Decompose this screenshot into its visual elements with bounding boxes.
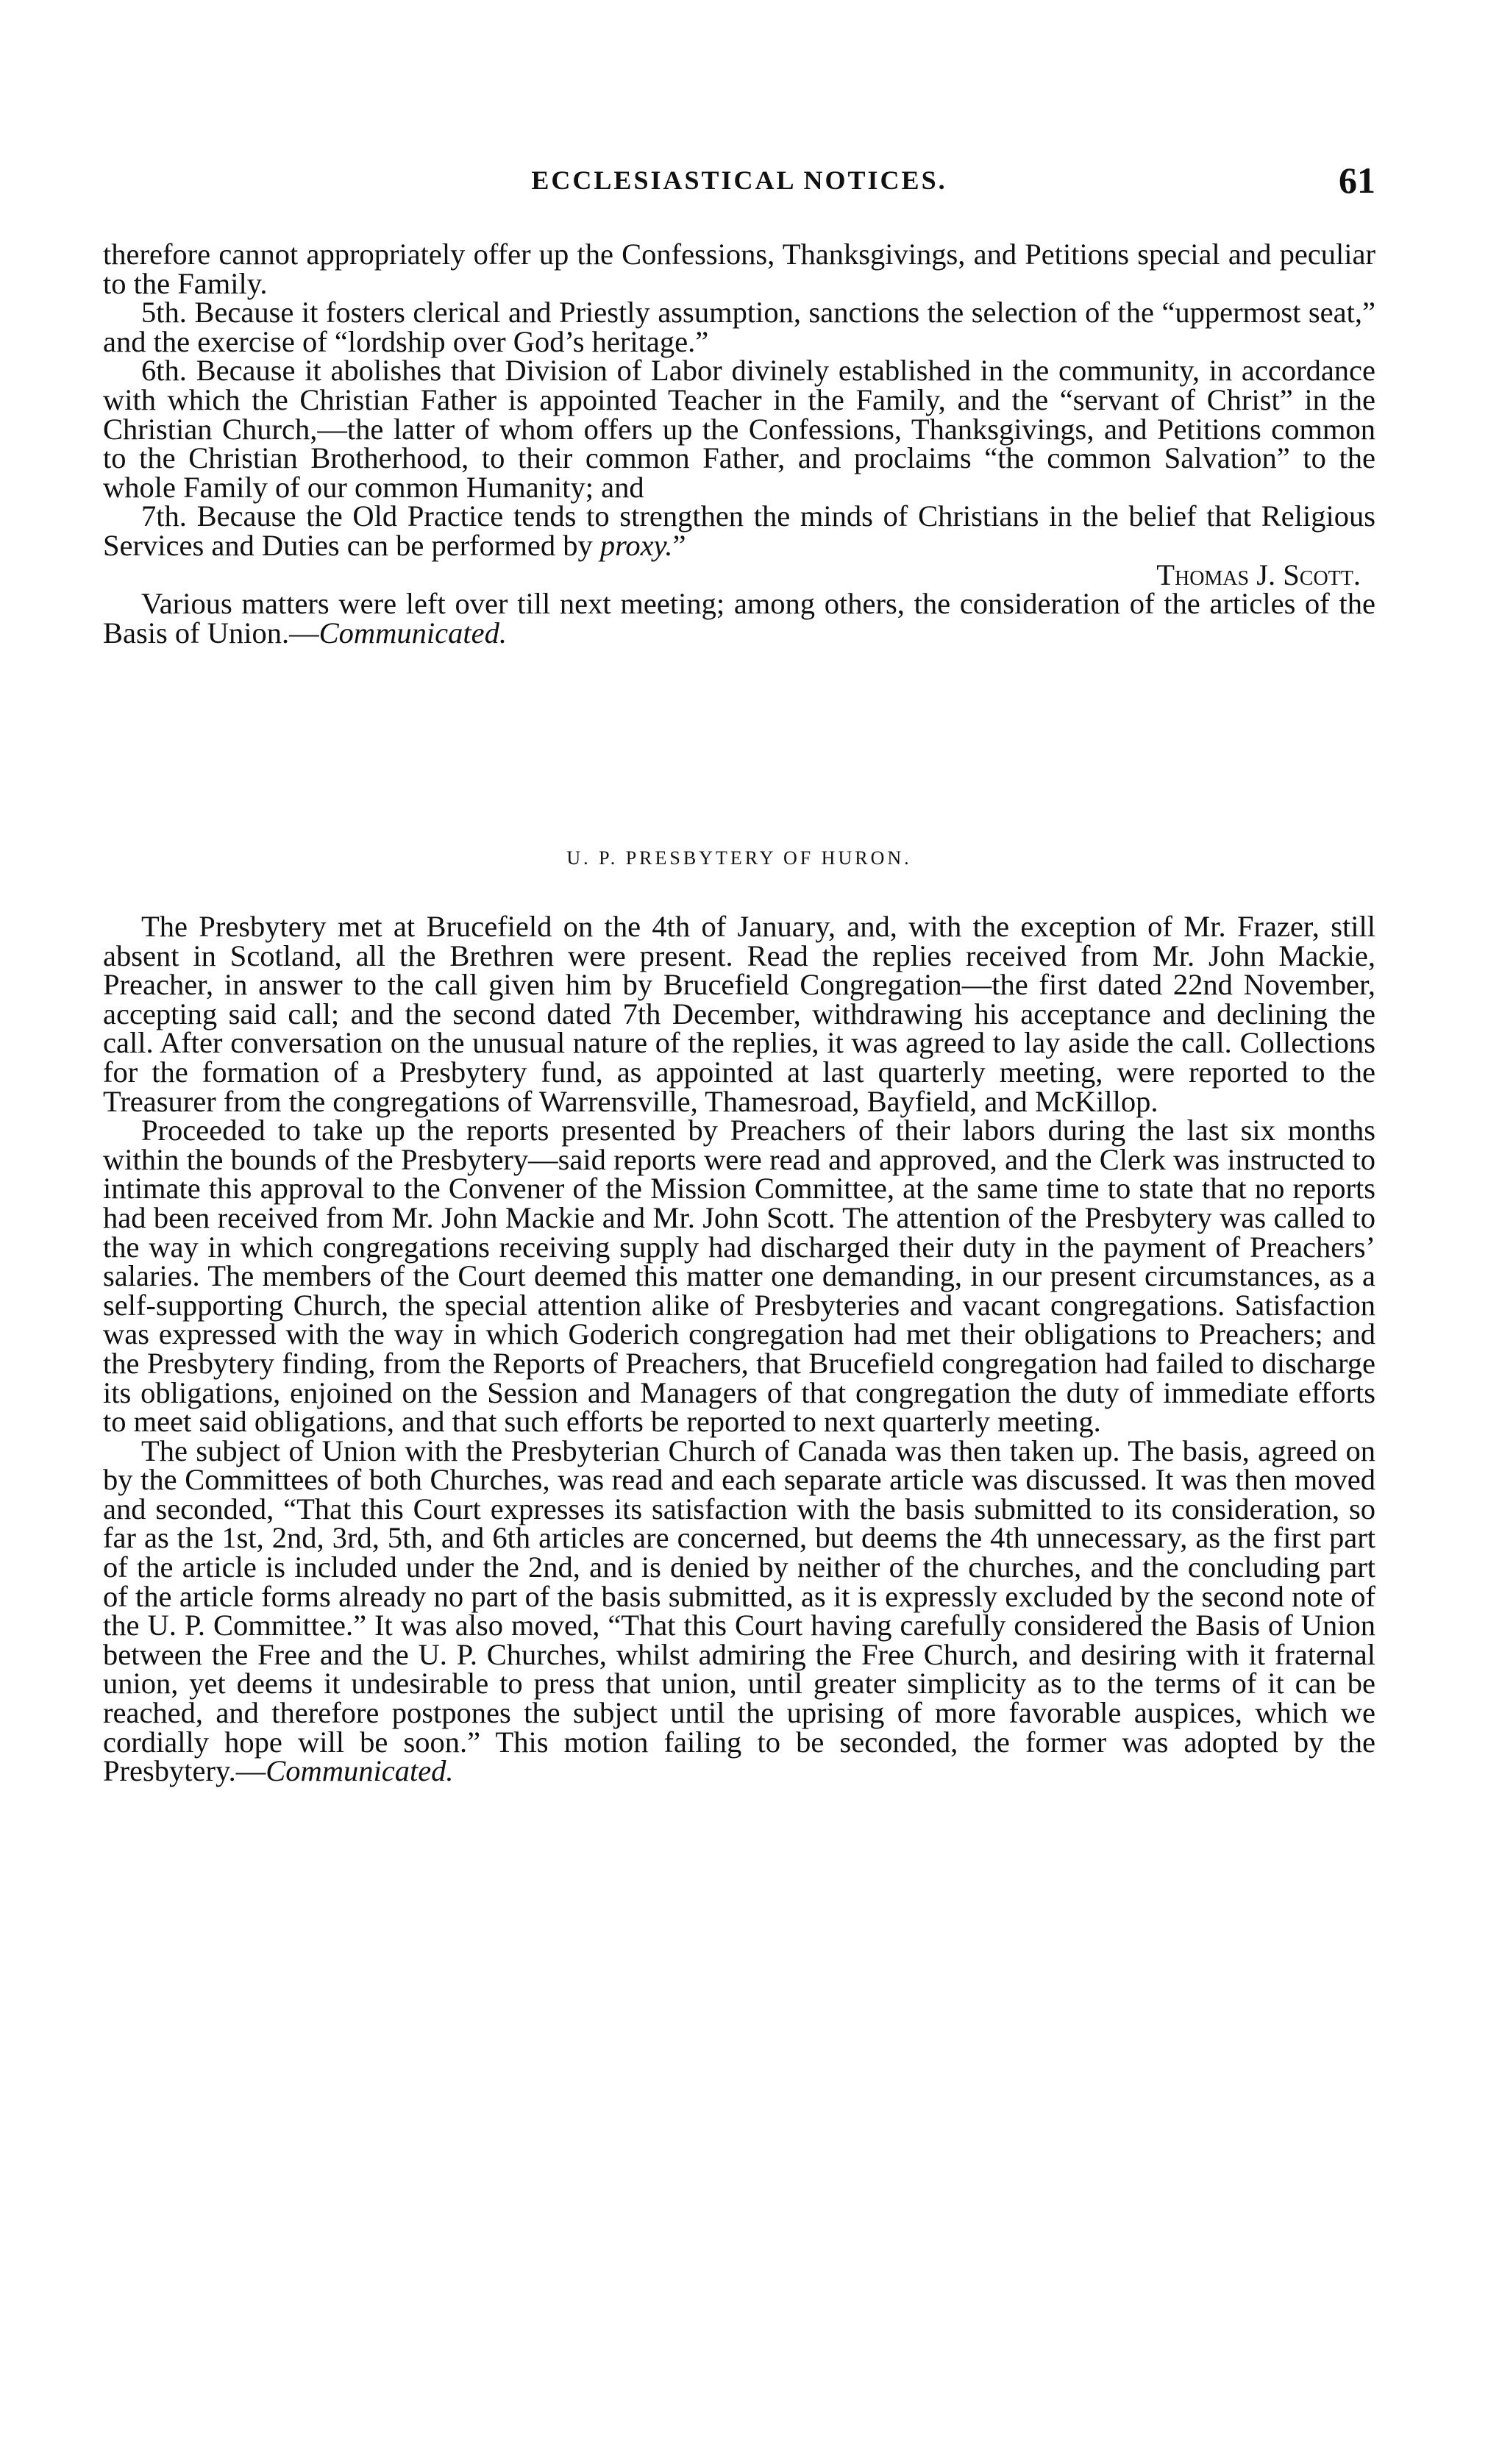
paragraph-union <box>103 1436 1375 1786</box>
union-text: The subject of Union with the Presbyterian Church of Canada was then taken up. The basis, agreed on by the Committees of both Churches, was read and each separate article was discussed. It was then moved and seconded, “That this Court expresses its satisfaction with the basis submitted to its consideration, so far as the 1st, 2nd, 3rd, 5th, and 6th articles are concerned, but deems the 4th unnecessary, as the first part of the article is included under the 2nd, and is denied by neither of the churches, and the concluding part of the article forms already no part of the basis submitted, as it is expressly excluded by the second note of the U. P. Committee.” It was also moved, “That this Court having carefully considered the Basis of Union between the Free and the U. P. Churches, whilst admiring the Free Church, and desiring with it fraternal union, yet deems it undesirable to press that union, until greater simplicity as to the terms of it can be reached, and therefore postpones the subject until the uprising of more favorable auspices, which we cordially hope will be soon.” This motion failing to be seconded, the former was adopted by the Presbytery.— <box>103 1434 1375 1788</box>
paragraph-fifth-reason: 5th. Because it fosters clerical and Priestly assumption, sanctions the selection of the “uppermost seat,” and the exercise of “lordship over God’s heritage.” <box>103 296 1375 358</box>
closing-emphasis: Communicated. <box>318 616 507 649</box>
paragraph-sixth-reason: 6th. Because it abolishes that Division of Labor divinely established in the community, in accordance with which the Christian Father is appointed Teacher in the Family, and the “servant of Christ” in the Christian Church,—the latter of whom offers up the Confessions, Thanksgivings, and Petitions common to the Christian Brotherhood, to their common Father, and proclaims “the common Salvation” to the whole Family of our common Humanity; and <box>103 354 1375 504</box>
section-heading: U. P. PRESBYTERY OF HURON. <box>566 847 912 869</box>
signature: Thomas J. Scott. <box>1156 558 1361 591</box>
running-title: ECCLESIASTICAL NOTICES. <box>531 165 947 195</box>
page-number: 61 <box>1339 160 1375 201</box>
paragraph-continuation: therefore cannot appropriately offer up the Confessions, Thanksgivings, and Petitions special and peculiar to the Family. <box>103 238 1375 300</box>
closing-text: Various matters were left over till next meeting; among others, the consideration of the articles of the Basis of Union.— <box>103 587 1375 649</box>
paragraph-seventh-reason <box>103 499 1375 562</box>
paragraph-meeting: The Presbytery met at Brucefield on the 4th of January, and, with the exception of Mr. Frazer, still absent in Scotland, all the Brethren were present. Read the replies received from Mr. John Mackie, Preacher, in answer to the call given him by Brucefield Congregation—the first dated 22nd November, accepting said call; and the second dated 7th December, withdrawing his acceptance and declining the call. After conversation on the unusual nature of the replies, it was agreed to lay aside the call. Collections for the formation of a Presbytery fund, as appointed at last quarterly meeting, were reported to the Treasurer from the congregations of Warrensville, Thamesroad, Bayfield, and McKillop. <box>103 910 1375 1118</box>
top-section <box>103 240 1375 647</box>
union-emphasis: Communicated. <box>266 1754 454 1788</box>
seventh-reason-end: ” <box>672 528 686 562</box>
seventh-reason-text: 7th. Because the Old Practice tends to strengthen the minds of Christians in the belief that Religious Services and Duties can be performed by <box>103 499 1375 562</box>
presbytery-section <box>103 912 1375 1786</box>
seventh-reason-emphasis: proxy. <box>599 528 673 562</box>
paragraph-reports: Proceeded to take up the reports presented by Preachers of their labors during the last six months within the bounds of the Presbytery—said reports were read and approved, and the Clerk was instructed to intimate this approval to the Convener of the Mission Committee, at the same time to state that no reports had been received from Mr. John Mackie and Mr. John Scott. The attention of the Presbytery was called to the way in which congregations receiving supply had discharged their duty in the payment of Preachers’ salaries. The members of the Court deemed this matter one demanding, in our present circumstances, as a self-supporting Church, the special attention alike of Presbyteries and vacant congregations. Satisfaction was expressed with the way in which Goderich congregation had met their obligations to Preachers; and the Presbytery finding, from the Reports of Preachers, that Brucefield congregation had failed to discharge its obligations, enjoined on the Session and Managers of that congregation the duty of immediate efforts to meet said obligations, and that such efforts be reported to next quarterly meeting. <box>103 1114 1375 1439</box>
paragraph-closing <box>103 589 1375 647</box>
running-head <box>103 159 1375 206</box>
